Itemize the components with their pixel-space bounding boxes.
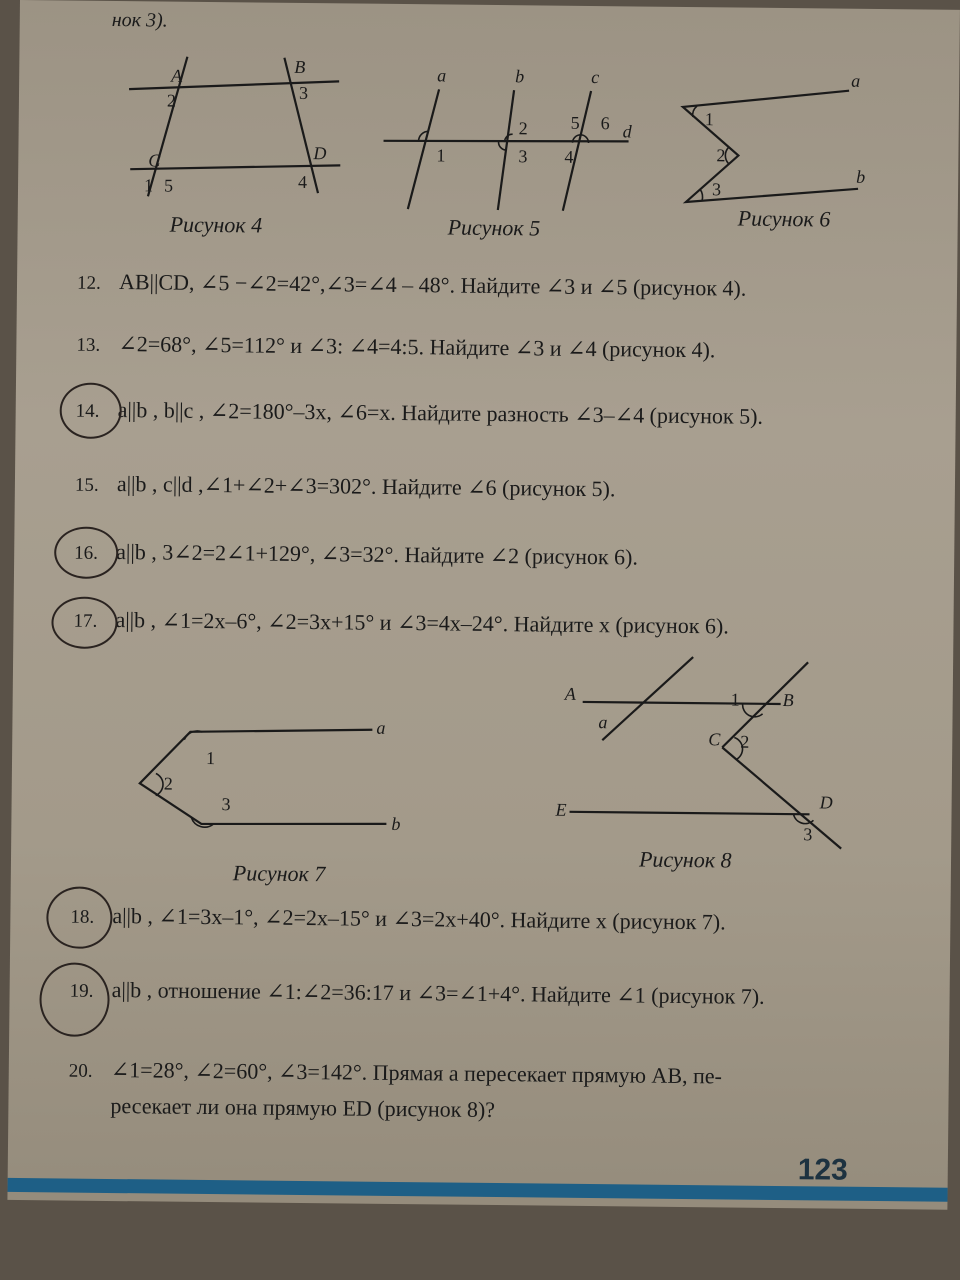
figure-6	[668, 70, 880, 224]
fig8-label-C: C	[708, 729, 721, 750]
task-20: 20. ∠1=28°, ∠2=60°, ∠3=142°. Прямая a пересекает прямую AB, пе-	[68, 1057, 723, 1089]
fig4-angle-1: 1	[143, 175, 154, 196]
fig8-label-D: D	[819, 792, 833, 813]
figure-4-caption: Рисунок 4	[169, 211, 263, 238]
figure-4	[108, 51, 360, 209]
fig5-angle-1: 1	[436, 145, 446, 166]
fig5-angle-2: 2	[518, 118, 528, 139]
fig8-angle-2: 2	[740, 731, 750, 752]
fig6-angle-1: 1	[704, 109, 714, 130]
fig4-angle-3: 3	[298, 82, 309, 104]
task-14-handwritten-circle	[59, 382, 122, 439]
task-18-handwritten-circle	[46, 886, 113, 949]
fig8-label-a: a	[598, 712, 608, 733]
fig7-angle-1: 1	[205, 747, 216, 769]
fig5-label-b: b	[515, 66, 525, 87]
fig6-label-a: a	[851, 70, 861, 91]
task-15: 15. a||b , c||d ,∠1+∠2+∠3=302°. Найдите ∠6 (рисунок 5).	[74, 471, 616, 502]
fig6-angle-3: 3	[711, 179, 722, 200]
task-17-handwritten-circle	[51, 596, 118, 649]
figure-5-drawing	[378, 65, 640, 222]
figure-5-caption: Рисунок 5	[447, 214, 541, 241]
figure-8	[541, 646, 863, 854]
fig4-angle-5: 5	[163, 175, 174, 196]
fig5-angle-4: 4	[564, 146, 574, 167]
task-14: 14. a||b , b||c , ∠2=180°–3x, ∠6=x. Найдите разность ∠3–∠4 (рисунок 5).	[75, 397, 764, 429]
figure-4-drawing	[108, 51, 360, 204]
task-19: 19. a||b , отношение ∠1:∠2=36:17 и ∠3=∠1+4°. Найдите ∠1 (рисунок 7).	[69, 977, 765, 1009]
fig4-label-C: C	[148, 150, 161, 171]
fig6-angle-2: 2	[716, 145, 726, 166]
fig8-label-A: A	[564, 683, 576, 704]
task-20-continuation: ресекает ли она прямую ED (рисунок 8)?	[110, 1093, 496, 1123]
figure-7-caption: Рисунок 7	[232, 860, 326, 887]
page-number: 123	[797, 1153, 849, 1187]
figure-6-drawing	[668, 70, 879, 219]
fig5-angle-3: 3	[518, 146, 528, 167]
fig7-angle-3: 3	[221, 794, 231, 815]
fig5-angle-5: 5	[570, 112, 580, 133]
fig5-label-c: c	[591, 66, 600, 88]
fig8-label-B: B	[782, 690, 794, 711]
task-18: 18. a||b , ∠1=3x–1°, ∠2=2x–15° и ∠3=2x+40°. Найдите x (рисунок 7).	[70, 903, 726, 935]
fig7-label-a: a	[376, 717, 386, 738]
figure-8-drawing	[541, 646, 863, 849]
figure-7	[111, 701, 413, 849]
task-17: 17. a||b , ∠1=2x–6°, ∠2=3x+15° и ∠3=4x–24°. Найдите x (рисунок 6).	[73, 607, 729, 639]
fig6-label-b: b	[856, 166, 866, 187]
task-13: 13. ∠2=68°, ∠5=112° и ∠3: ∠4=4:5. Найдите ∠3 и ∠4 (рисунок 4).	[76, 331, 716, 363]
task-16: 16. a||b , 3∠2=2∠1+129°, ∠3=32°. Найдите ∠2 (рисунок 6).	[74, 539, 639, 570]
fig4-angle-2: 2	[166, 90, 177, 111]
figure-7-drawing	[111, 701, 412, 844]
fig8-label-E: E	[555, 799, 567, 820]
figure-8-caption: Рисунок 8	[638, 846, 732, 873]
figure-5	[378, 65, 640, 227]
fig5-label-d: d	[622, 121, 632, 142]
textbook-page	[7, 0, 960, 1210]
task-19-handwritten-circle	[39, 962, 110, 1037]
fig7-label-b: b	[391, 813, 401, 835]
fig7-angle-2: 2	[163, 773, 173, 794]
fig4-label-A: A	[171, 65, 183, 86]
task-12: 12. AB||CD, ∠5 −∠2=42°,∠3=∠4 – 48°. Найдите ∠3 и ∠5 (рисунок 4).	[76, 269, 747, 301]
fig8-angle-3: 3	[803, 824, 813, 845]
task-16-handwritten-circle	[54, 526, 119, 579]
fig4-label-D: D	[313, 143, 327, 164]
fig5-label-a: a	[437, 65, 447, 86]
fig8-angle-1: 1	[730, 689, 740, 710]
fig4-label-B: B	[294, 56, 306, 77]
figure-6-caption: Рисунок 6	[737, 205, 831, 232]
top-text: нок 3).	[111, 8, 168, 32]
fig4-angle-4: 4	[298, 171, 308, 193]
fig5-angle-6: 6	[600, 113, 610, 134]
